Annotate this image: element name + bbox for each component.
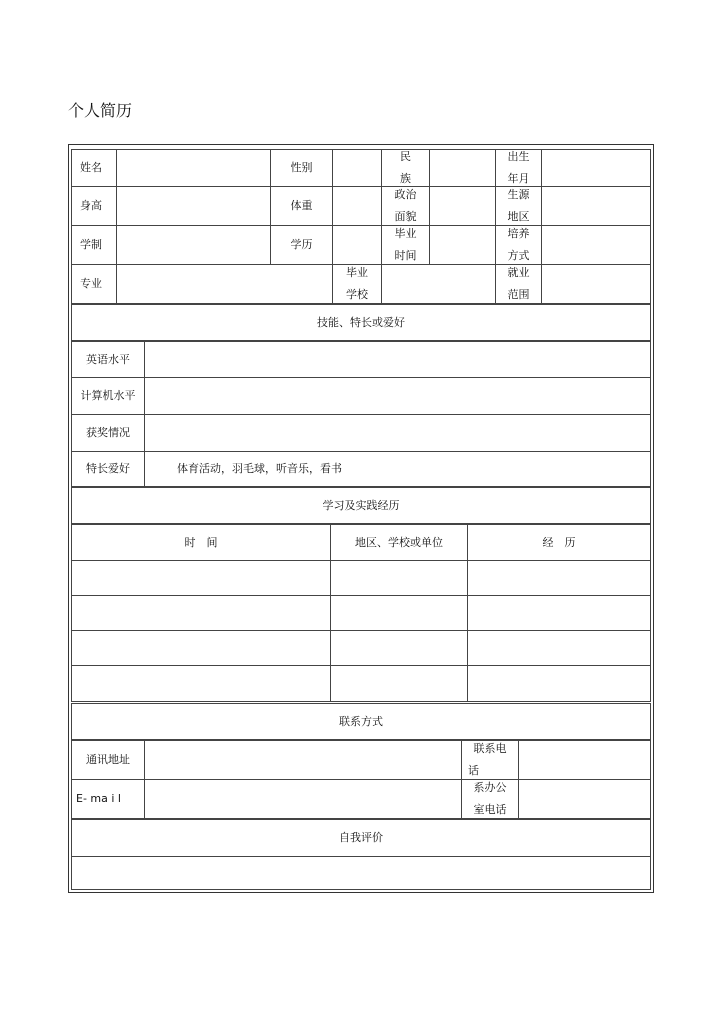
major-input[interactable] xyxy=(116,264,333,304)
experience-row-1-detail[interactable] xyxy=(467,560,651,596)
hobbies-value[interactable]: 体育活动，羽毛球，听音乐，看书 xyxy=(144,451,651,487)
phone-label-line2: 话 xyxy=(468,764,479,777)
experience-row-2-place[interactable] xyxy=(330,595,468,631)
grad-school-label-line1: 毕业 xyxy=(346,266,368,279)
schooling-label: 学制 xyxy=(71,225,117,265)
experience-col-place: 地区、学校或单位 xyxy=(330,524,468,561)
experience-row-2-time[interactable] xyxy=(71,595,331,631)
page-title: 个人简历 xyxy=(68,101,133,120)
origin-input[interactable] xyxy=(541,186,651,226)
birth-label-line1: 出生 xyxy=(507,150,530,163)
name-label: 姓名 xyxy=(71,149,117,187)
experience-header: 学习及实践经历 xyxy=(71,487,651,524)
job-scope-label-line2: 范围 xyxy=(507,288,530,301)
height-label: 身高 xyxy=(71,186,117,226)
phone-input[interactable] xyxy=(518,740,651,780)
politics-label xyxy=(381,186,430,226)
experience-row-1-time[interactable] xyxy=(71,560,331,596)
experience-row-2-detail[interactable] xyxy=(467,595,651,631)
grad-time-input[interactable] xyxy=(429,225,496,265)
politics-label-line1: 政治 xyxy=(394,188,417,201)
grad-school-input[interactable] xyxy=(381,264,496,304)
weight-input[interactable] xyxy=(332,186,382,226)
experience-row-4-detail[interactable] xyxy=(467,665,651,702)
ethnicity-label xyxy=(381,149,430,187)
politics-input[interactable] xyxy=(429,186,496,226)
major-label: 专业 xyxy=(71,264,117,304)
origin-label xyxy=(495,186,542,226)
birth-input[interactable] xyxy=(541,149,651,187)
email-label: E- ma i l xyxy=(71,779,145,819)
origin-label-line2: 地区 xyxy=(507,210,530,223)
address-input[interactable] xyxy=(144,740,462,780)
training-label-line2: 方式 xyxy=(507,249,530,262)
experience-row-4-time[interactable] xyxy=(71,665,331,702)
training-input[interactable] xyxy=(541,225,651,265)
weight-label: 体重 xyxy=(270,186,333,226)
birth-label-line2: 年月 xyxy=(507,172,530,185)
experience-row-4-place[interactable] xyxy=(330,665,468,702)
politics-label-line2: 面貌 xyxy=(394,210,417,223)
awards-label: 获奖情况 xyxy=(71,414,145,452)
experience-row-3-time[interactable] xyxy=(71,630,331,666)
skills-header: 技能、特长或爱好 xyxy=(71,304,651,341)
training-label xyxy=(495,225,542,265)
awards-input[interactable] xyxy=(144,414,651,452)
grad-time-label-line2: 时间 xyxy=(394,249,417,262)
email-input[interactable] xyxy=(144,779,462,819)
office-phone-label-line2: 室电话 xyxy=(473,803,507,816)
gender-label: 性别 xyxy=(270,149,333,187)
phone-label-line1: 联系电 xyxy=(473,742,507,755)
phone-label xyxy=(461,740,519,780)
job-scope-label xyxy=(495,264,542,304)
english-input[interactable] xyxy=(144,341,651,378)
computer-label: 计算机水平 xyxy=(71,377,145,415)
english-label: 英语水平 xyxy=(71,341,145,378)
job-scope-input[interactable] xyxy=(541,264,651,304)
grad-school-label xyxy=(332,264,382,304)
job-scope-label-line1: 就业 xyxy=(507,266,530,279)
birth-label xyxy=(495,149,542,187)
address-label: 通讯地址 xyxy=(71,740,145,780)
contact-header: 联系方式 xyxy=(71,703,651,740)
grad-time-label xyxy=(381,225,430,265)
height-input[interactable] xyxy=(116,186,271,226)
grad-school-label-line2: 学校 xyxy=(346,288,368,301)
experience-col-detail: 经 历 xyxy=(467,524,651,561)
experience-row-3-detail[interactable] xyxy=(467,630,651,666)
ethnicity-label-line2: 族 xyxy=(400,172,411,185)
computer-input[interactable] xyxy=(144,377,651,415)
education-input[interactable] xyxy=(332,225,382,265)
office-phone-label xyxy=(461,779,519,819)
training-label-line1: 培养 xyxy=(507,227,530,240)
origin-label-line1: 生源 xyxy=(507,188,530,201)
office-phone-input[interactable] xyxy=(518,779,651,819)
hobbies-label: 特长爱好 xyxy=(71,451,145,487)
self-eval-input[interactable] xyxy=(71,856,651,890)
self-eval-header: 自我评价 xyxy=(71,819,651,857)
gender-input[interactable] xyxy=(332,149,382,187)
ethnicity-input[interactable] xyxy=(429,149,496,187)
experience-col-time: 时 间 xyxy=(71,524,331,561)
office-phone-label-line1: 系办公 xyxy=(473,781,507,794)
name-input[interactable] xyxy=(116,149,271,187)
ethnicity-label-line1: 民 xyxy=(400,150,411,163)
education-label: 学历 xyxy=(270,225,333,265)
schooling-input[interactable] xyxy=(116,225,271,265)
experience-row-3-place[interactable] xyxy=(330,630,468,666)
grad-time-label-line1: 毕业 xyxy=(394,227,417,240)
experience-row-1-place[interactable] xyxy=(330,560,468,596)
